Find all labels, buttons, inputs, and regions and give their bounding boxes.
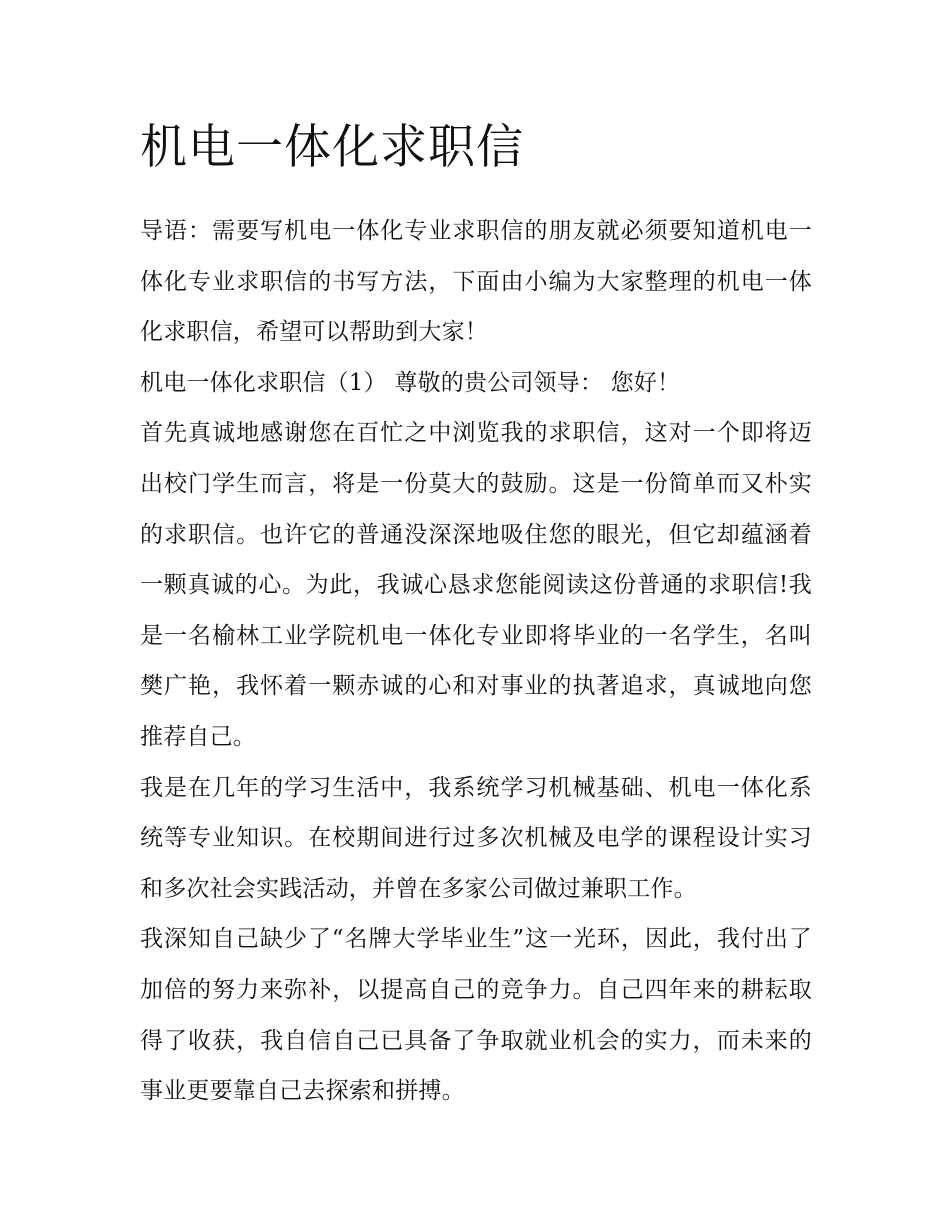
body-paragraph-3: 我深知自己缺少了“名牌大学毕业生”这一光环，因此，我付出了加倍的努力来弥补，以提高自己的竞争力。自己四年来的耕耘取得了收获，我自信自己已具备了争取就业机会的实力，而未来的事业更要靠自己去探索和拼搏。 <box>140 926 812 1105</box>
body-paragraph-2: 我是在几年的学习生活中，我系统学习机械基础、机电一体化系统等专业知识。在校期间进行过多次机械及电学的课程设计实习和多次社会实践活动，并曾在多家公司做过兼职工作。 <box>140 774 812 902</box>
salutation-line: 机电一体化求职信（1） 尊敬的贵公司领导： 您好！ <box>140 369 681 396</box>
intro-paragraph: 导语：需要写机电一体化专业求职信的朋友就必须要知道机电一体化专业求职信的书写方法，下面由小编为大家整理的机电一体化求职信，希望可以帮助到大家！ <box>140 218 812 346</box>
document-title: 机电一体化求职信 <box>140 120 524 175</box>
body-paragraph-1: 首先真诚地感谢您在百忙之中浏览我的求职信，这对一个即将迈出校门学生而言，将是一份莫大的鼓励。这是一份简单而又朴实的求职信。也许它的普通没深深地吸住您的眼光，但它却蕴涵着一颗真诚的心。为此，我诚心恳求您能阅读这份普通的求职信!我是一名榆林工业学院机电一体化专业即将毕业的一名学生，名叫樊广艳，我怀着一颗赤诚的心和对事业的执著追求，真诚地向您推荐自己。 <box>140 420 812 750</box>
document-page <box>140 112 812 1117</box>
